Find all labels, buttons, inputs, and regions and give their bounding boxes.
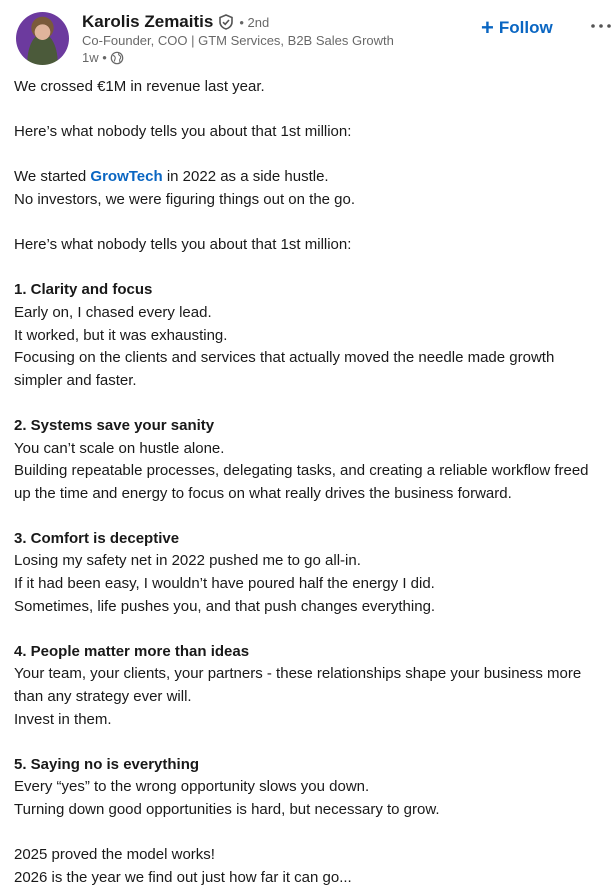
point-line: It worked, but it was exhausting.	[14, 326, 228, 344]
verified-shield-icon	[218, 14, 234, 30]
post-story-line2: No investors, we were figuring things out on the go.	[14, 190, 356, 208]
ellipsis-icon	[589, 14, 613, 38]
post-hook-repeat: Here’s what nobody tells you about that 1st million:	[14, 236, 352, 254]
point-line: Your team, your clients, your partners - these relationships shape your business more than any strategy ever will.	[14, 665, 582, 706]
point-line: Invest in them.	[14, 710, 112, 728]
point-line: Focusing on the clients and services that actually moved the needle made growth simpler and faster.	[14, 349, 555, 389]
company-mention-link[interactable]: GrowTech	[90, 168, 163, 186]
avatar[interactable]	[16, 12, 69, 65]
globe-icon	[110, 51, 124, 65]
point-5	[14, 754, 599, 822]
more-options-button[interactable]	[589, 14, 613, 38]
point-line: If it had been easy, I wouldn’t have poured half the energy I did.	[14, 575, 435, 593]
post-body	[14, 76, 599, 889]
point-1	[14, 279, 599, 392]
post-header	[16, 10, 601, 70]
connection-degree: • 2nd	[239, 14, 270, 30]
author-name[interactable]: Karolis Zemaitis	[82, 12, 214, 31]
point-title: 1. Clarity and focus	[14, 281, 153, 299]
point-line: Turning down good opportunities is hard, but necessary to grow.	[14, 801, 440, 818]
point-title: 3. Comfort is deceptive	[14, 529, 180, 547]
post-hook: Here’s what nobody tells you about that 1st million:	[14, 123, 352, 141]
post-meta	[82, 50, 124, 65]
point-line: Building repeatable processes, delegating tasks, and creating a reliable workflow freed up the time and energy to focus on what really drives the business forward.	[14, 462, 589, 502]
point-line: Losing my safety net in 2022 pushed me to go all-in.	[14, 552, 361, 570]
point-line: Every “yes” to the wrong opportunity slows you down.	[14, 778, 370, 796]
point-title: 5. Saying no is everything	[14, 755, 200, 773]
follow-button[interactable]	[481, 15, 553, 41]
author-headline: Co-Founder, COO | GTM Services, B2B Sales Growth	[82, 33, 394, 48]
post-time: 1w •	[82, 50, 107, 65]
author-name-row	[82, 10, 269, 34]
point-line: You can’t scale on hustle alone.	[14, 439, 225, 457]
point-title: 2. Systems save your sanity	[14, 416, 215, 434]
point-line: Sometimes, life pushes you, and that push changes everything.	[14, 597, 436, 615]
point-2	[14, 415, 599, 505]
point-4	[14, 641, 599, 731]
plus-icon: +	[481, 15, 494, 40]
follow-label: Follow	[498, 18, 553, 37]
post-intro: We crossed €1M in revenue last year.	[14, 78, 265, 95]
point-line: Early on, I chased every lead.	[14, 303, 212, 321]
closing-line: 2026 is the year we find out just how far it can go...	[14, 868, 352, 886]
point-3	[14, 528, 599, 618]
point-title: 4. People matter more than ideas	[14, 642, 250, 660]
closing-line: 2025 proved the model works!	[14, 846, 215, 864]
post-story: We started GrowTech in 2022 as a side hustle.	[14, 168, 329, 186]
